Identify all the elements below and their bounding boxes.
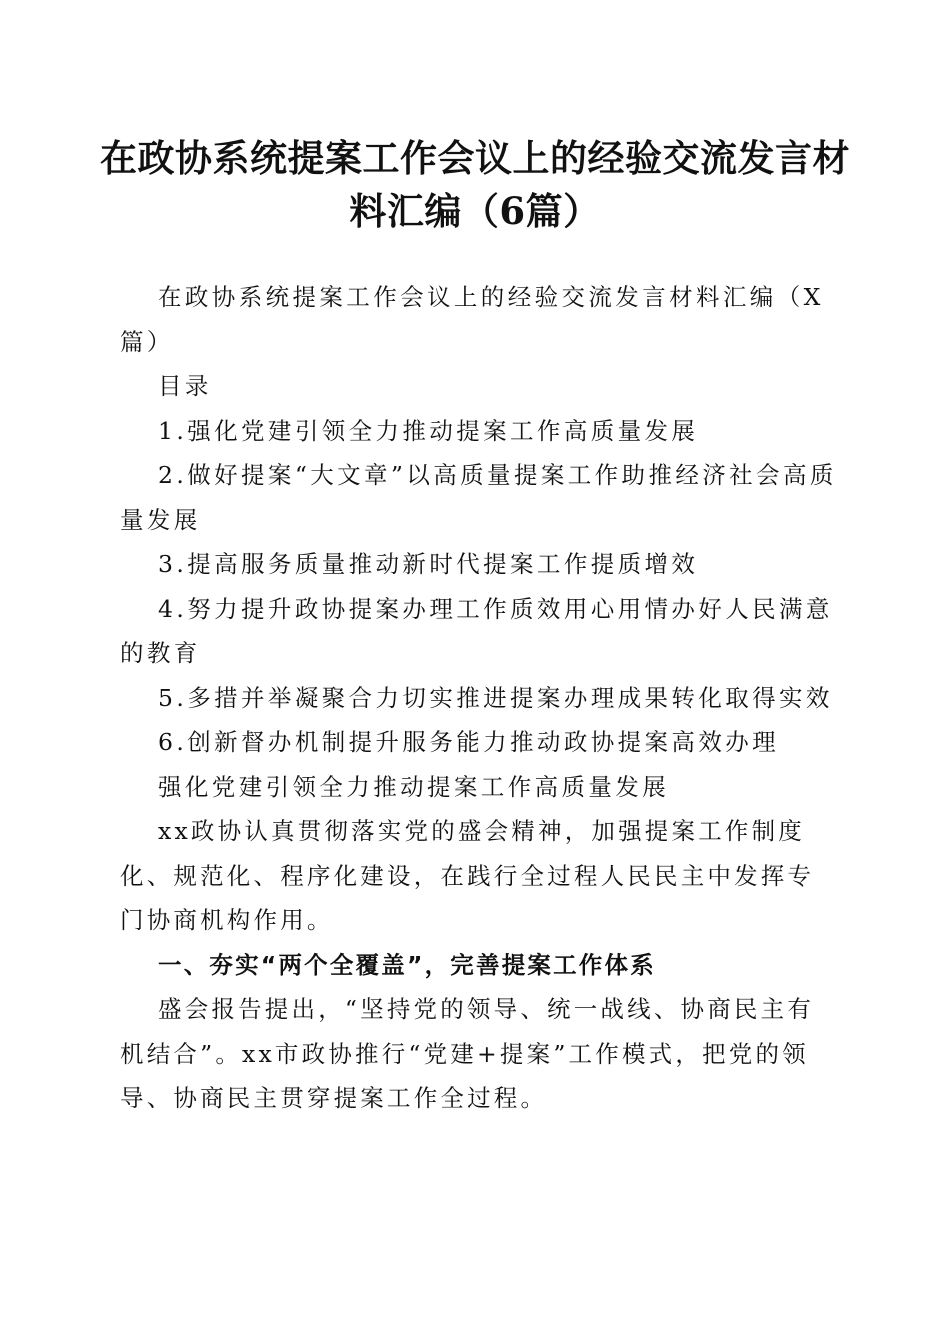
body-paragraph: 盛会报告提出，“坚持党的领导、统一战线、协商民主有机结合”。xx市政协推行“党建+提案”工作模式，把党的领导、协商民主贯穿提案工作全过程。 — [120, 995, 815, 1112]
article-title: 强化党建引领全力推动提案工作高质量发展 — [158, 772, 670, 801]
toc-item: 5.多措并举凝聚合力切实推进提案办理成果转化取得实效 — [158, 683, 833, 712]
toc-heading: 目录 — [158, 372, 212, 400]
section-heading: 一、夯实“两个全覆盖”，完善提案工作体系 — [158, 950, 656, 979]
toc-item: 3.提高服务质量推动新时代提案工作提质增效 — [158, 550, 699, 578]
toc-item: 4.努力提升政协提案办理工作质效用心用情办好人民满意的教育 — [120, 594, 833, 667]
toc-item: 1.强化党建引领全力推动提案工作高质量发展 — [158, 416, 699, 445]
article-intro-paragraph: xx政协认真贯彻落实党的盛会精神，加强提案工作制度化、规范化、程序化建设，在践行全过程人民民主中发挥专门协商机构作用。 — [120, 817, 815, 934]
toc-item: 6.创新督办机制提升服务能力推动政协提案高效办理 — [158, 728, 780, 756]
title-line-1: 在政协系统提案工作会议上的经验交流发言材 — [100, 136, 850, 180]
document-title — [100, 132, 850, 238]
paragraph-collection-heading: 在政协系统提案工作会议上的经验交流发言材料汇编（X篇） — [120, 283, 824, 356]
document-body — [120, 275, 840, 1121]
title-line-2: 料汇编（6篇） — [349, 189, 601, 233]
toc-item: 2.做好提案“大文章”以高质量提案工作助推经济社会高质量发展 — [120, 461, 837, 534]
